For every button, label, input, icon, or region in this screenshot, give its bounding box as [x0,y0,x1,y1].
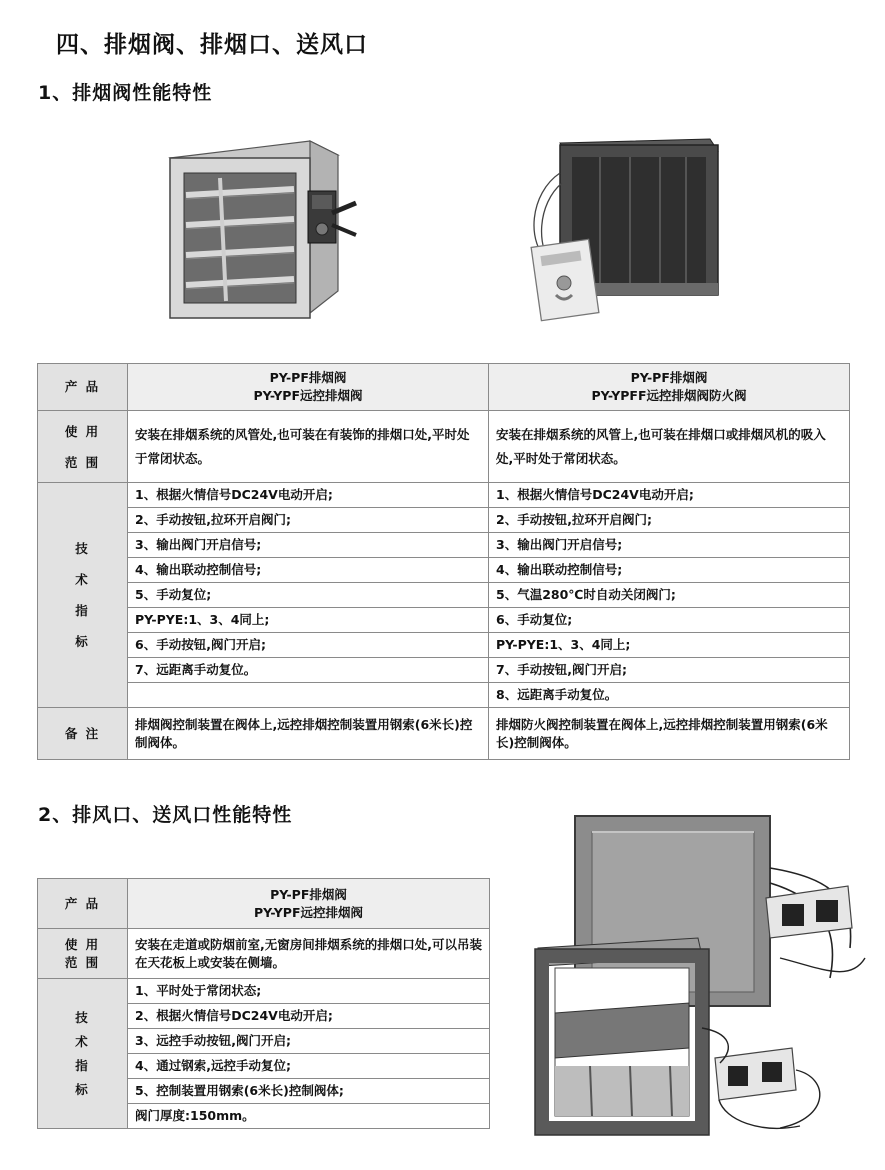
spec-a-9 [128,683,489,708]
exhaust-and-supply-vent-photo [530,808,870,1158]
label-usage: 使 用 范 围 [38,929,128,979]
spec-row [38,583,850,608]
spec-b-9: 8、远距离手动复位。 [489,683,850,708]
note-b: 排烟防火阀控制装置在阀体上,远控排烟控制装置用钢索(6米长)控制阀体。 [489,708,850,760]
spec-row [38,608,850,633]
usage-a: 安装在排烟系统的风管处,也可装在有装饰的排烟口处,平时处于常闭状态。 [128,411,489,483]
damper-spec-table [37,363,850,760]
spec-b-8: 7、手动按钮,阀门开启; [489,658,850,683]
label-usage: 使 用 范 围 [38,411,128,483]
label-note: 备 注 [38,708,128,760]
note-row [38,708,850,760]
spec-b-5: 5、气温280℃时自动关闭阀门; [489,583,850,608]
spec-4: 4、通过钢索,远控手动复位; [128,1054,490,1079]
spec-b-2: 2、手动按钮,拉环开启阀门; [489,508,850,533]
spec-row [38,658,850,683]
product-b: PY-PF排烟阀 PY-YPFF远控排烟阀防火阀 [489,364,850,411]
spec-a-5: 5、手动复位; [128,583,489,608]
spec-row [38,483,850,508]
product-row [38,364,850,411]
usage: 安装在走道或防烟前室,无窗房间排烟系统的排烟口处,可以吊装在天花板上或安装在侧墙。 [128,929,490,979]
spec-a-6: PY-PYE:1、3、4同上; [128,608,489,633]
product-row [38,879,490,929]
spec-b-7: PY-PYE:1、3、4同上; [489,633,850,658]
spec-a-1: 1、根据火情信号DC24V电动开启; [128,483,489,508]
spec-row [38,683,850,708]
spec-b-3: 3、输出阀门开启信号; [489,533,850,558]
spec-row [38,558,850,583]
spec-a-8: 7、远距离手动复位。 [128,658,489,683]
product-a: PY-PF排烟阀 PY-YPF远控排烟阀 [128,364,489,411]
section2-title: 2、排风口、送风口性能特性 [38,804,293,826]
spec-row [38,633,850,658]
label-product: 产 品 [38,364,128,411]
spec-5: 5、控制装置用钢索(6米长)控制阀体; [128,1079,490,1104]
label-product: 产 品 [38,879,128,929]
spec-b-6: 6、手动复位; [489,608,850,633]
spec-1: 1、平时处于常闭状态; [128,979,490,1004]
note-a: 排烟阀控制装置在阀体上,远控排烟控制装置用钢索(6米长)控制阀体。 [128,708,489,760]
spec-a-3: 3、输出阀门开启信号; [128,533,489,558]
label-spec: 技 术 指 标 [38,483,128,708]
usage-row [38,929,490,979]
spec-6: 阀门厚度:150mm。 [128,1104,490,1129]
label-spec: 技 术 指 标 [38,979,128,1129]
usage-b: 安装在排烟系统的风管上,也可装在排烟口或排烟风机的吸入处,平时处于常闭状态。 [489,411,850,483]
spec-b-1: 1、根据火情信号DC24V电动开启; [489,483,850,508]
spec-a-4: 4、输出联动控制信号; [128,558,489,583]
spec-3: 3、远控手动按钮,阀门开启; [128,1029,490,1054]
main-heading: 四、排烟阀、排烟口、送风口 [56,32,368,58]
spec-row [38,979,490,1004]
spec-b-4: 4、输出联动控制信号; [489,558,850,583]
spec-row [38,533,850,558]
spec-2: 2、根据火情信号DC24V电动开启; [128,1004,490,1029]
product: PY-PF排烟阀 PY-YPF远控排烟阀 [128,879,490,929]
spec-a-7: 6、手动按钮,阀门开启; [128,633,489,658]
spec-a-2: 2、手动按钮,拉环开启阀门; [128,508,489,533]
py-pf-damper-photo [160,133,360,333]
vent-spec-table [37,878,490,1129]
spec-row [38,508,850,533]
usage-row [38,411,850,483]
section1-title: 1、排烟阀性能特性 [38,82,213,104]
py-ypff-damper-with-remote-photo [520,133,730,323]
